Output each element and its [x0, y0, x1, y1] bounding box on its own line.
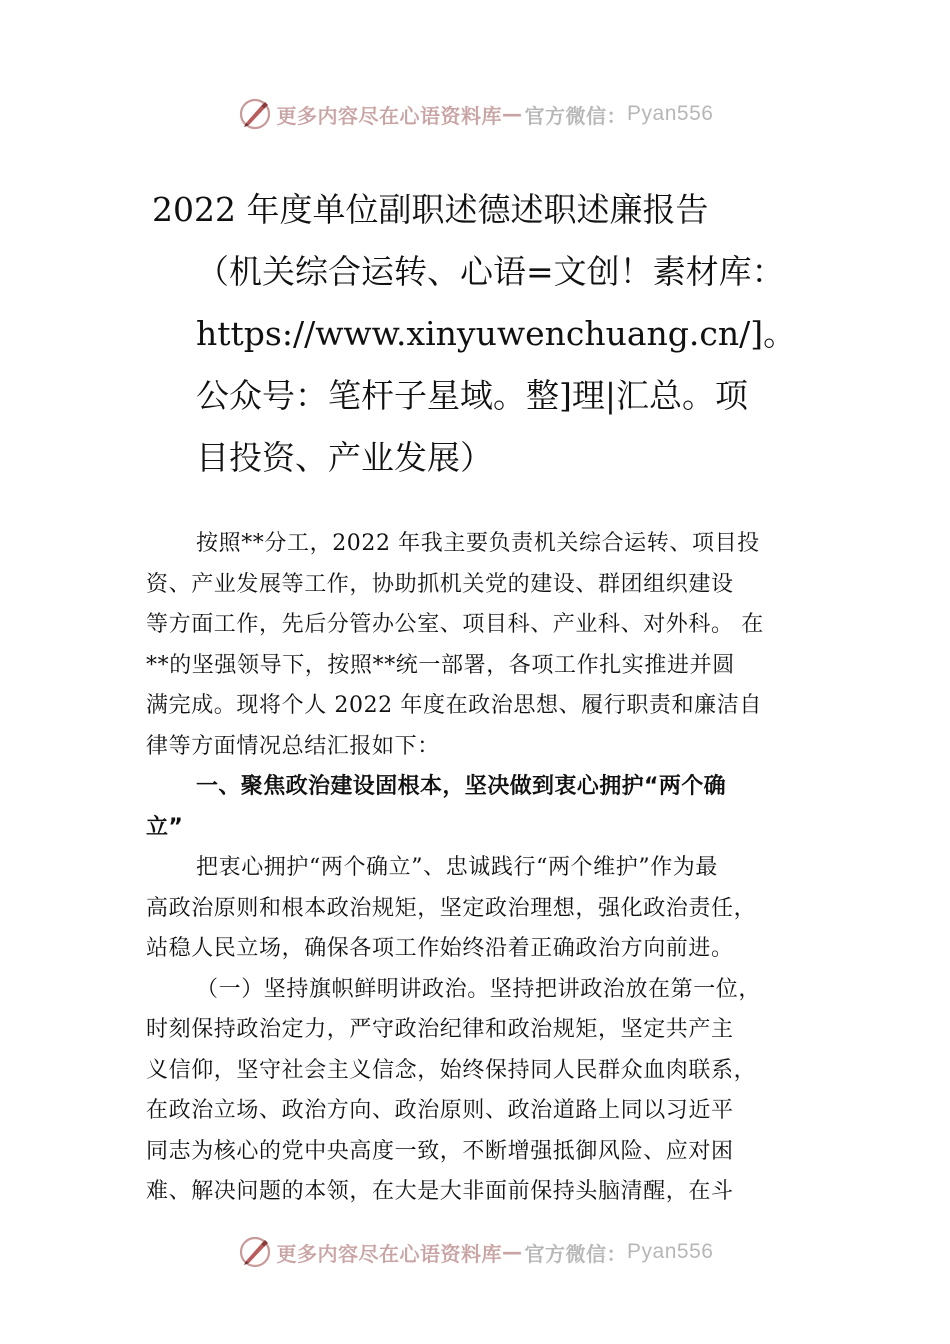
- title-line-5: 目投资、产业发展）: [196, 438, 493, 477]
- body-line: 资、产业发展等工作，协助抓机关党的建设、群团组织建设: [146, 571, 734, 597]
- pen-logo-icon: [237, 1234, 273, 1270]
- banner-brand-text: 更多内容尽在心语资料库: [276, 103, 503, 128]
- body-line: 高政治原则和根本政治规矩，坚定政治理想，强化政治责任，: [146, 895, 757, 921]
- footer-watermark-banner: [0, 1232, 950, 1272]
- body-line: 满完成。现将个人 2022 年度在政治思想、履行职责和廉洁自: [146, 693, 762, 718]
- title-line-3: https://www.xinyuwenchuang.cn/]。: [196, 314, 797, 353]
- banner-wechat-label: 官方微信：: [524, 1241, 628, 1266]
- body-line: 把衷心拥护“两个确立”、忠诚践行“两个维护”作为最: [196, 855, 718, 880]
- body-line: 难、解决问题的本领，在大是大非面前保持头脑清醒，在斗: [146, 1179, 734, 1204]
- title-line-1: 2022 年度单位副职述德述职述廉报告: [152, 190, 709, 229]
- title-line-2: （机关综合运转、心语=文创！素材库：: [196, 252, 785, 291]
- banner-brand-text: 更多内容尽在心语资料库: [276, 1241, 503, 1266]
- banner-separator: —: [502, 102, 523, 126]
- body-line: 时刻保持政治定力，严守政治纪律和政治规矩，坚定共产主: [146, 1017, 734, 1042]
- document-body: [146, 524, 836, 1213]
- section-heading: 一、聚焦政治建设固根本，坚决做到衷心拥护“两个确: [196, 774, 727, 799]
- body-line: 站稳人民立场，确保各项工作始终沿着正确政治方向前进。: [146, 936, 734, 961]
- banner-wechat-label: 官方微信：: [524, 103, 628, 128]
- body-line: 按照**分工，2022 年我主要负责机关综合运转、项目投: [196, 531, 760, 556]
- subsection-line: （一）坚持旗帜鲜明讲政治。坚持把讲政治放在第一位，: [196, 976, 762, 1002]
- header-watermark-banner: [0, 94, 950, 134]
- title-line-4: 公众号：笔杆子星域。整]理|汇总。项: [196, 376, 748, 415]
- body-line: 在政治立场、政治方向、政治原则、政治道路上同以习近平: [146, 1098, 734, 1123]
- body-line: 义信仰，坚守社会主义信念，始终保持同人民群众血肉联系，: [146, 1057, 757, 1083]
- body-line: **的坚强领导下，按照**统一部署，各项工作扎实推进并圆: [146, 652, 735, 678]
- banner-wechat-id: Pyan556: [627, 1240, 714, 1263]
- banner-wechat-id: Pyan556: [627, 102, 714, 125]
- banner-separator: —: [502, 1240, 523, 1264]
- section-heading-cont: 立”: [146, 814, 184, 840]
- body-line: 同志为核心的党中央高度一致，不断增强抵御风险、应对困: [146, 1138, 734, 1164]
- body-line: 等方面工作，先后分管办公室、项目科、产业科、对外科。 在: [146, 612, 764, 637]
- pen-logo-icon: [237, 96, 273, 132]
- document-title: [150, 184, 830, 484]
- body-line: 律等方面情况总结汇报如下：: [146, 733, 440, 759]
